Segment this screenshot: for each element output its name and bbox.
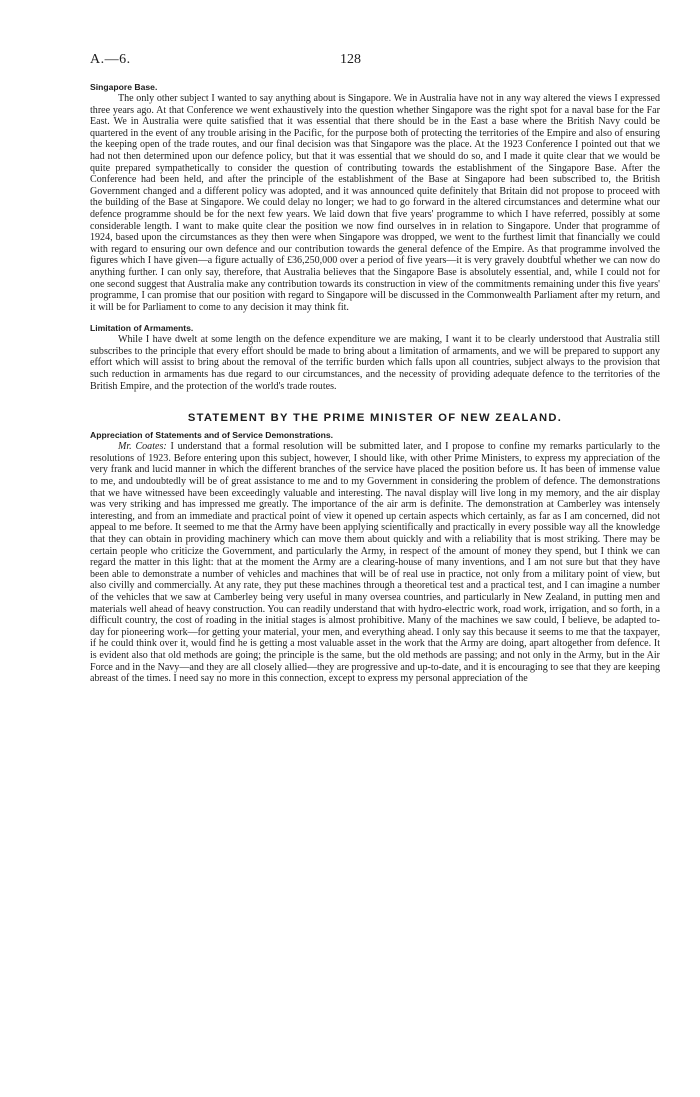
- page-header: [90, 52, 660, 78]
- section-paragraph: The only other subject I wanted to say anything about is Singapore. We in Australia have not in any way altered the views I expressed three years ago. At that Conference we went exhaustively into the question whether Singapore was the right spot for a naval base for the Far East. We in Australia were quite satisfied that it was essential that there should be in the East a base where the British Navy could be quartered in the event of any trouble arising in the Pacific, for the purpose both of protecting the territories of the Empire and also of ensuring the keeping open of the trade routes, and our final decision was that Singapore was the place. At the 1923 Conference I pointed out that we had not then determined upon our defence policy, but that it was essential that we should do so, and I made it quite clear that we would be quite prepared sympathetically to consider the question of contributing towards the establishment of the Singapore Base. After the Conference had been held, and after the principle of the establishment of the Base at Singapore had been subscribed to, the British Government changed and a different policy was adopted, and it was announced quite definitely that Britain did not propose to proceed with the building of the Base at Singapore. We could delay no longer; we had to go forward in the altered circumstances and determine what our defence programme should be for the next few years. We laid down that five years' programme to which I have referred, possibly at some considerable length. I want to make quite clear the position we now find ourselves in in relation to Singapore. Under that programme of 1924, based upon the circumstances as they then were when Singapore was dropped, we went to the furthest limit that financially we could with regard to ensuring our own defence and our contribution towards the general defence of the Empire. As that programme involved the figures which I have given—a figure actually of £36,250,000 over a period of five years—it is very gravely doubtful whether we can now do anything further. I can only say, therefore, that Australia believes that the Singapore Base is absolutely essential, and, while I could not for one second suggest that Australia make any contribution towards its construction in view of the commitments remaining under this five years' programme, I can promise that our position with regard to Singapore will be discussed in the Commonwealth Parliament after my return, and it will be for Parliament to come to any decision it may think fit.: [90, 93, 660, 313]
- section-singapore-base: [90, 82, 660, 313]
- statement-title: STATEMENT BY THE PRIME MINISTER OF NEW ZEALAND.: [187, 412, 563, 425]
- section-heading: Limitation of Armaments.: [90, 323, 194, 334]
- statement-paragraph: [90, 441, 660, 684]
- speaker-name: Mr. Coates:: [118, 441, 167, 453]
- section-heading: Singapore Base.: [90, 82, 158, 92]
- page-number: 128: [340, 52, 361, 67]
- section-limitation-of-armaments: [90, 323, 660, 392]
- section-heading: Appreciation of Statements and of Service Demonstrations.: [90, 430, 334, 441]
- statement-text: I understand that a formal resolution will be submitted later, and I propose to confine my remarks particularly to the resolutions of 1923. Before entering upon this subject, however, I should like, with other Prime Ministers, to express my appreciation of the very frank and lucid manner in which the different branches of the service have placed the position before us. It has been of immense value to me, and undoubtedly will be of great assistance to me and to my Government in considering the problem of defence. The demonstrations that we have witnessed have been exceedingly valuable and interesting. The naval display will live long in my memory, and the air display was very striking and has impressed me greatly. The importance of the air arm is definite. The demonstration at Camberley was intensely interesting, and from an immediate and practical point of view it opened up certain aspects which certainly, as far as I am concerned, did not appeal to me before. It seemed to me that the Army have been applying scientifically and practically in every possible way all the knowledge that they can obtain in providing machinery which can move them about quickly and with a reliability that is most striking. There may be certain people who criticize the Government, and particularly the Army, in respect of the amount of money they spend, but I think we can regard the matter in this light: that at the moment the Army are a clearing-house of many inventions, and I am not sure but that they have been able to demonstrate a number of vehicles and machines that will be of real use in practice, not only from a military point of view, but also civilly and commercially. At any rate, they put these machines through a theoretical test and a practical test, and I can imagine a number of the vehicles that we saw at Camberley being very useful in many oversea countries, and particularly in New Zealand, in putting men and materials well ahead of heavy construction. You can readily understand that with hydro-electric work, road work, irrigation, and so forth, in a difficult country, the cost of roading in the initial stages is almost prohibitive. Many of the machines we saw could, I believe, be adapted to-day for pioneering work—for getting your material, your men, and everything ahead. I only say this because it seems to me that the taxpayer, if he could think over it, would find he is getting a most valuable asset in the work that the Army are doing, apart altogether from defence. It is evident also that old methods are going; the principle is the same, but the old methods are passing; and not only in the Army, but in the Air Force and in the Navy—and they are all closely allied—they are progressive and up-to-date, and it is encouraging to see that they are keeping abreast of the times. I need say no more in this connection, except to express my personal appreciation of the: [90, 441, 661, 685]
- section-paragraph: While I have dwelt at some length on the defence expenditure we are making, I want it to be clearly understood that Australia still subscribes to the principle that every effort should be made to bring about a limitation of armaments, and we will be prepared to support any effort which will assist to bring about the removal of the terrific burden which falls upon all countries, subject always to the provision that such reduction in armaments has due regard to our circumstances, and the necessity of providing adequate defence to the territories of the British Empire, and the protection of the world's trade routes.: [90, 334, 660, 392]
- section-reference: A.—6.: [90, 52, 131, 67]
- statement-new-zealand: [90, 412, 660, 684]
